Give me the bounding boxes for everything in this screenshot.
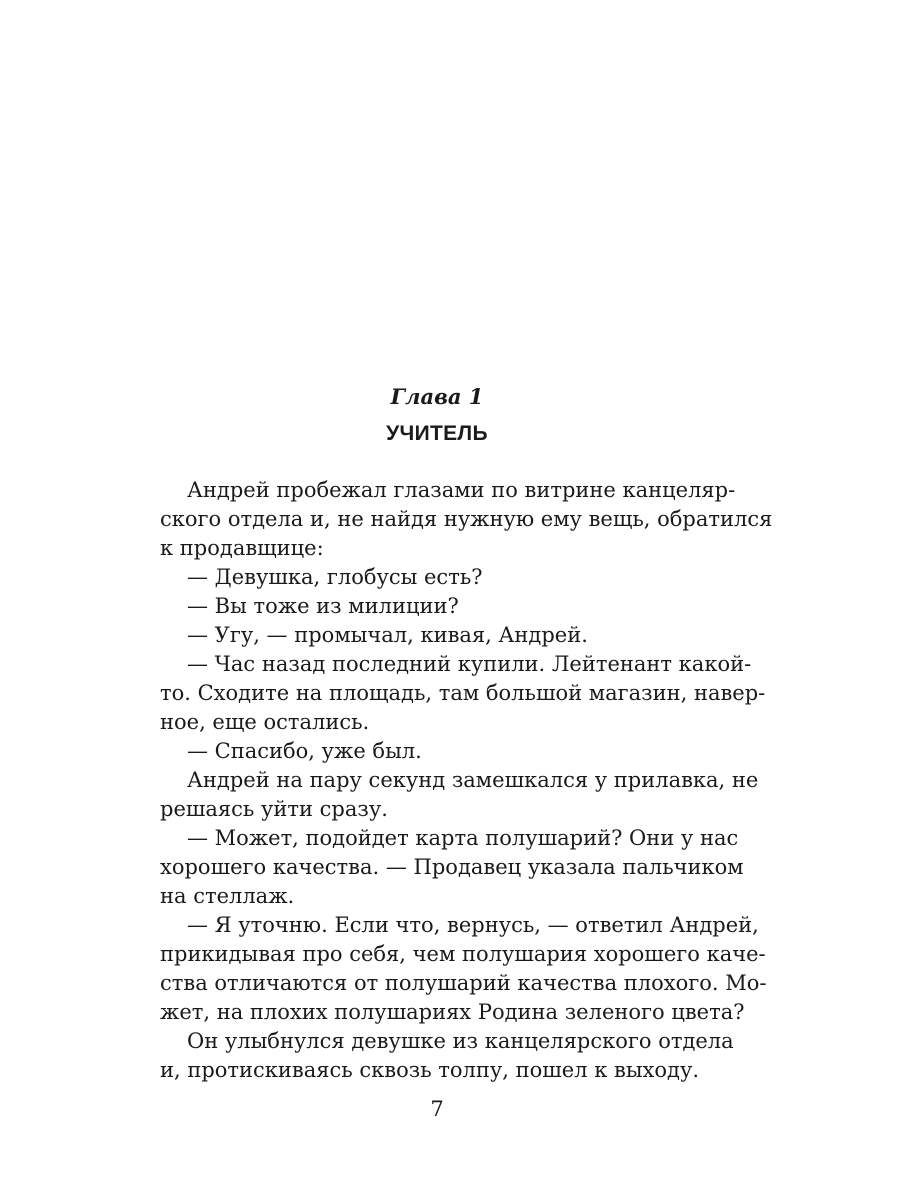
text-line: Андрей пробежал глазами по витрине канцеляр- [187, 478, 736, 502]
text-line: на стеллаж. [160, 884, 295, 908]
text-line: ства отличаются от полушарий качества плохого. Мо- [160, 971, 767, 995]
text-line: и, протискиваясь сквозь толпу, пошел к выходу. [160, 1058, 699, 1082]
text-line: жет, на плохих полушариях Родина зеленого цвета? [160, 1000, 745, 1024]
text-line: — Может, подойдет карта полушарий? Они у нас [187, 826, 739, 850]
text-line: ского отдела и, не найдя нужную ему вещь, обратился [160, 507, 773, 531]
text-line: — Час назад последний купили. Лейтенант какой- [187, 652, 752, 676]
text-line: то. Сходите на площадь, там большой магазин, навер- [160, 681, 766, 705]
text-line: ное, еще остались. [160, 710, 370, 734]
text-line: — Вы тоже из милиции? [187, 594, 459, 618]
text-line: — Спасибо, уже был. [187, 739, 422, 763]
text-line: — Угу, — промычал, кивая, Андрей. [187, 623, 588, 647]
text-line: Он улыбнулся девушке из канцелярского отдела [187, 1029, 734, 1053]
text-line: Андрей на пару секунд замешкался у прилавка, не [187, 768, 759, 792]
text-line: хорошего качества. — Продавец указала пальчиком [160, 855, 744, 879]
page-number: 7 [430, 1097, 444, 1121]
chapter-label: Глава 1 [390, 384, 484, 409]
text-line: — Я уточню. Если что, вернусь, — ответил Андрей, [187, 913, 759, 937]
text-line: прикидывая про себя, чем полушария хорошего каче- [160, 942, 766, 966]
text-line: решаясь уйти сразу. [160, 797, 388, 821]
text-line: к продавщице: [160, 536, 324, 560]
chapter-title: УЧИТЕЛЬ [386, 422, 488, 445]
text-line: — Девушка, глобусы есть? [187, 565, 483, 589]
